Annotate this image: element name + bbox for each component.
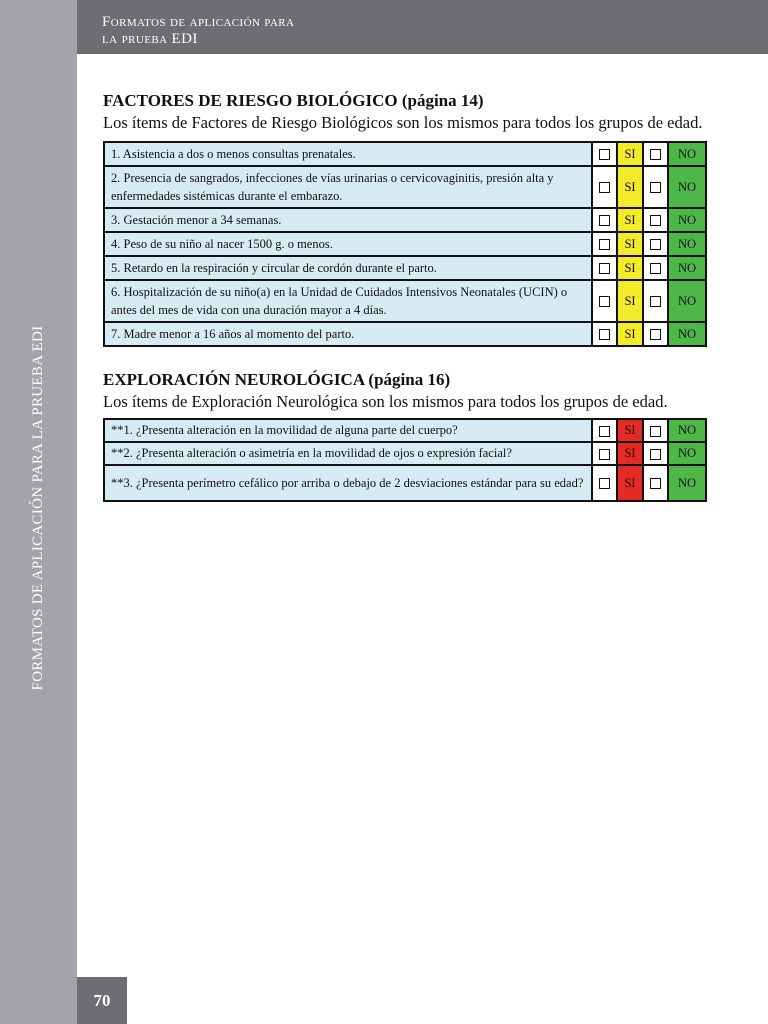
no-checkbox[interactable] bbox=[650, 215, 661, 226]
table-row bbox=[104, 256, 706, 280]
si-label: SI bbox=[617, 256, 643, 280]
item-text: 5. Retardo en la respiración y circular de cordón durante el parto. bbox=[104, 256, 592, 280]
no-checkbox[interactable] bbox=[650, 426, 661, 437]
si-checkbox[interactable] bbox=[599, 329, 610, 340]
si-label: SI bbox=[617, 465, 643, 501]
si-label: SI bbox=[617, 232, 643, 256]
si-checkbox[interactable] bbox=[599, 478, 610, 489]
no-label: NO bbox=[668, 322, 706, 346]
si-checkbox[interactable] bbox=[599, 215, 610, 226]
si-checkbox[interactable] bbox=[599, 296, 610, 307]
no-checkbox[interactable] bbox=[650, 149, 661, 160]
item-text: 4. Peso de su niño al nacer 1500 g. o menos. bbox=[104, 232, 592, 256]
table-row bbox=[104, 208, 706, 232]
item-text: 2. Presencia de sangrados, infecciones de vías urinarias o cervicovaginitis, presión alta y enfermedades sistémicas durante el embarazo. bbox=[104, 166, 592, 208]
no-checkbox[interactable] bbox=[650, 296, 661, 307]
header-title-line2: la prueba EDI bbox=[102, 31, 198, 47]
table-row bbox=[104, 232, 706, 256]
item-text: 7. Madre menor a 16 años al momento del parto. bbox=[104, 322, 592, 346]
si-label: SI bbox=[617, 280, 643, 322]
table-row bbox=[104, 166, 706, 208]
item-text: 3. Gestación menor a 34 semanas. bbox=[104, 208, 592, 232]
no-checkbox[interactable] bbox=[650, 239, 661, 250]
no-checkbox[interactable] bbox=[650, 182, 661, 193]
table-row bbox=[104, 419, 706, 442]
si-label: SI bbox=[617, 142, 643, 166]
no-label: NO bbox=[668, 442, 706, 465]
sidebar-title: FORMATOS DE APLICACIÓN PARA LA PRUEBA EDI bbox=[30, 325, 46, 691]
section1-heading: FACTORES DE RIESGO BIOLÓGICO (página 14) bbox=[103, 91, 484, 110]
no-label: NO bbox=[668, 256, 706, 280]
item-text: 1. Asistencia a dos o menos consultas prenatales. bbox=[104, 142, 592, 166]
table-row bbox=[104, 465, 706, 501]
si-label: SI bbox=[617, 419, 643, 442]
no-label: NO bbox=[668, 142, 706, 166]
si-checkbox[interactable] bbox=[599, 182, 610, 193]
si-label: SI bbox=[617, 208, 643, 232]
no-label: NO bbox=[668, 465, 706, 501]
neuro-exam-table bbox=[103, 418, 707, 502]
item-text: **2. ¿Presenta alteración o asimetría en la movilidad de ojos o expresión facial? bbox=[104, 442, 592, 465]
si-checkbox[interactable] bbox=[599, 449, 610, 460]
si-checkbox[interactable] bbox=[599, 426, 610, 437]
si-checkbox[interactable] bbox=[599, 149, 610, 160]
no-label: NO bbox=[668, 208, 706, 232]
risk-factors-table bbox=[103, 141, 707, 347]
section2-intro: Los ítems de Exploración Neurológica son los mismos para todos los grupos de edad. bbox=[103, 392, 668, 411]
section1-intro: Los ítems de Factores de Riesgo Biológicos son los mismos para todos los grupos de edad. bbox=[103, 113, 703, 132]
no-checkbox[interactable] bbox=[650, 329, 661, 340]
header-title bbox=[102, 14, 294, 48]
no-checkbox[interactable] bbox=[650, 449, 661, 460]
item-text: 6. Hospitalización de su niño(a) en la Unidad de Cuidados Intensivos Neonatales (UCIN) o antes del mes de vida con una duración mayor a 4 días. bbox=[104, 280, 592, 322]
header-title-line1: Formatos de aplicación para bbox=[102, 14, 295, 30]
table-row bbox=[104, 442, 706, 465]
main-content bbox=[103, 90, 707, 502]
no-label: NO bbox=[668, 280, 706, 322]
section2-heading: EXPLORACIÓN NEUROLÓGICA (página 16) bbox=[103, 370, 451, 389]
table-row bbox=[104, 322, 706, 346]
page-number: 70 bbox=[77, 977, 127, 1024]
no-label: NO bbox=[668, 232, 706, 256]
table-row bbox=[104, 142, 706, 166]
si-checkbox[interactable] bbox=[599, 263, 610, 274]
no-checkbox[interactable] bbox=[650, 478, 661, 489]
no-checkbox[interactable] bbox=[650, 263, 661, 274]
si-checkbox[interactable] bbox=[599, 239, 610, 250]
page-header bbox=[77, 0, 768, 54]
si-label: SI bbox=[617, 442, 643, 465]
no-label: NO bbox=[668, 166, 706, 208]
table-row bbox=[104, 280, 706, 322]
no-label: NO bbox=[668, 419, 706, 442]
sidebar bbox=[0, 0, 77, 1024]
si-label: SI bbox=[617, 322, 643, 346]
si-label: SI bbox=[617, 166, 643, 208]
item-text: **1. ¿Presenta alteración en la movilidad de alguna parte del cuerpo? bbox=[104, 419, 592, 442]
item-text: **3. ¿Presenta perímetro cefálico por arriba o debajo de 2 desviaciones estándar para su edad? bbox=[104, 465, 592, 501]
